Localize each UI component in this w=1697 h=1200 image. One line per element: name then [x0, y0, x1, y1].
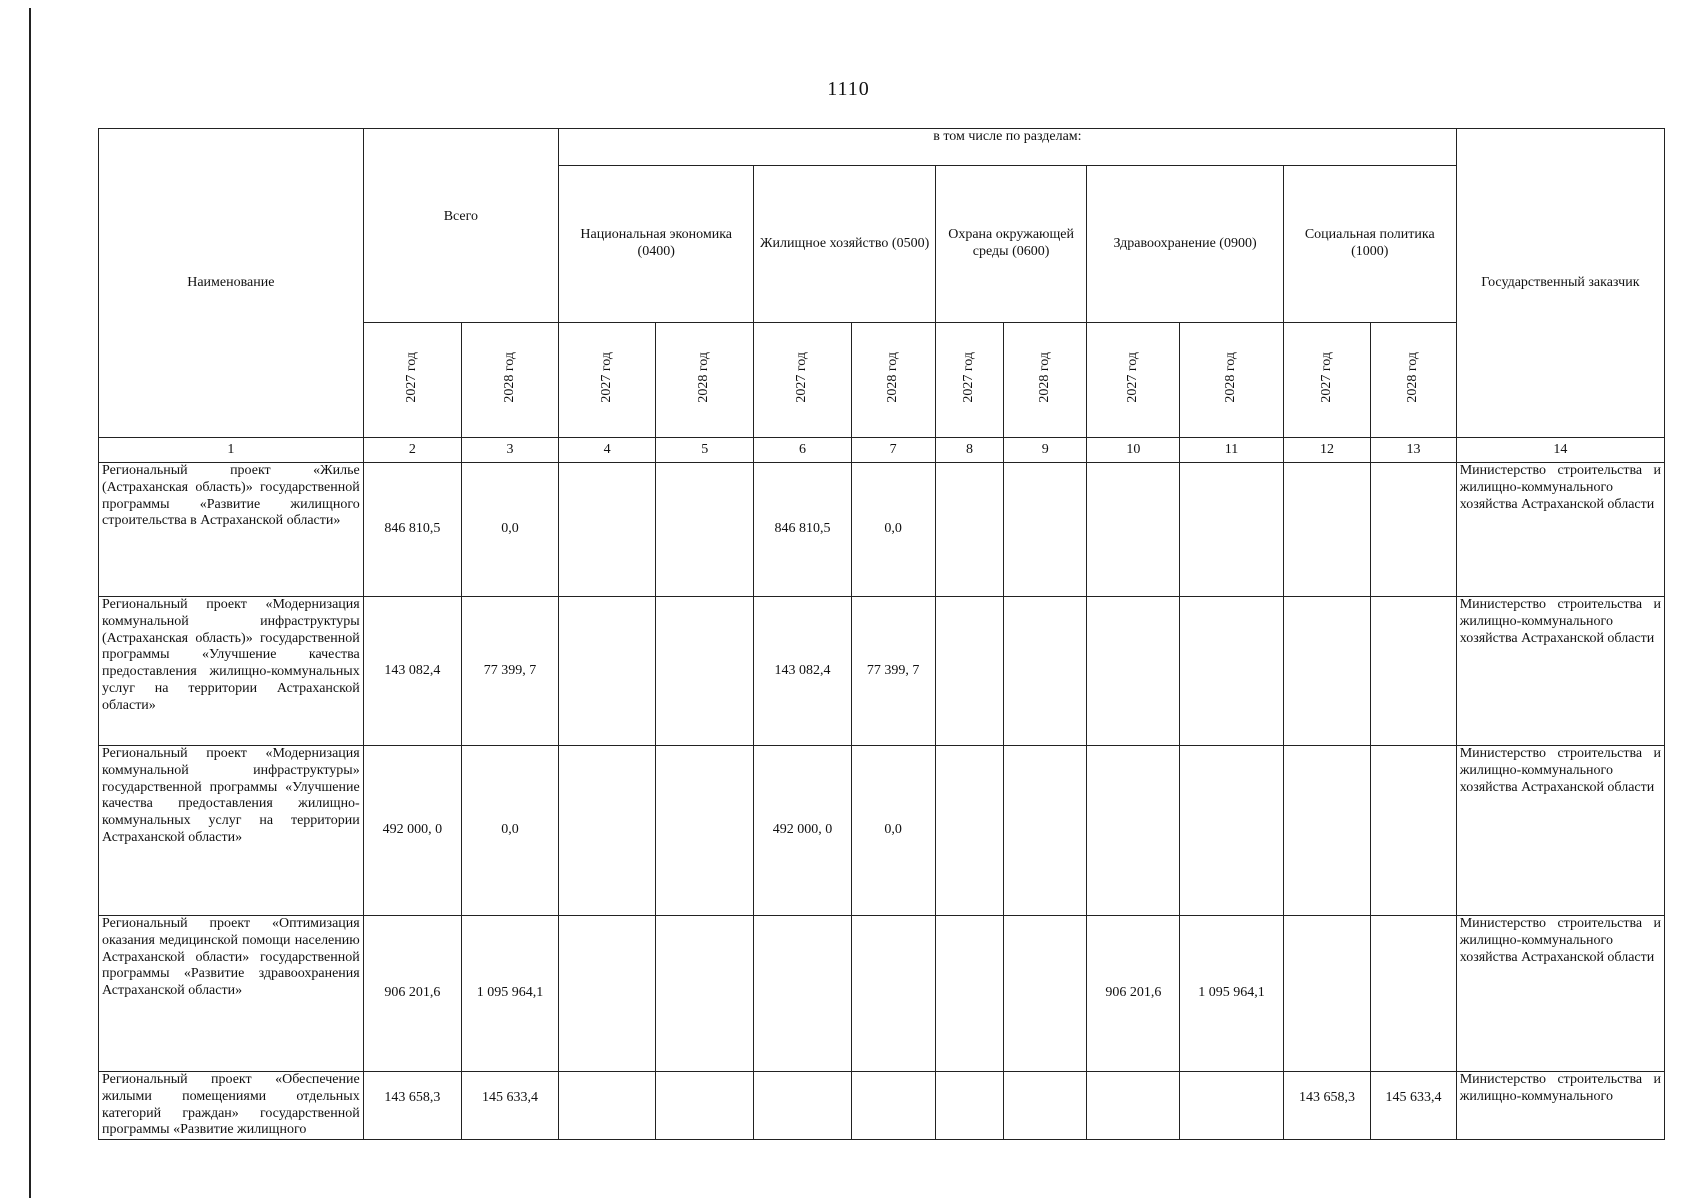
- health-2027: 906 201,6: [1087, 916, 1180, 1072]
- column-number: 11: [1180, 438, 1284, 463]
- economy-2028: [656, 463, 754, 597]
- total-2028: 0,0: [461, 746, 558, 916]
- state-customer: Министерство строительства и жилищно-коммунального хозяйства Астраханской области: [1456, 746, 1664, 916]
- year-header: 2028 год: [656, 323, 754, 438]
- housing-2027: 492 000, 0: [754, 746, 851, 916]
- column-number: 4: [559, 438, 656, 463]
- environment-2027: [935, 597, 1003, 746]
- economy-2027: [559, 916, 656, 1072]
- column-number: 13: [1371, 438, 1456, 463]
- housing-2027: 143 082,4: [754, 597, 851, 746]
- column-number: 9: [1004, 438, 1087, 463]
- table-header: [99, 129, 1665, 463]
- social-2027: 143 658,3: [1283, 1072, 1371, 1140]
- project-name: Региональный проект «Обеспечение жилыми помещениями отдельных категорий граждан» государственной программы «Развитие жилищного: [99, 1072, 364, 1140]
- state-customer: Министерство строительства и жилищно-коммунального хозяйства Астраханской области: [1456, 597, 1664, 746]
- health-2028: [1180, 463, 1284, 597]
- column-number: 10: [1087, 438, 1180, 463]
- year-header: 2028 год: [1180, 323, 1284, 438]
- total-2028: 1 095 964,1: [461, 916, 558, 1072]
- housing-2028: 0,0: [851, 463, 935, 597]
- table-row: [99, 1072, 1665, 1140]
- health-2028: [1180, 1072, 1284, 1140]
- column-number: 2: [363, 438, 461, 463]
- social-2027: [1283, 746, 1371, 916]
- health-2028: [1180, 746, 1284, 916]
- state-customer: Министерство строительства и жилищно-коммунального хозяйства Астраханской области: [1456, 916, 1664, 1072]
- economy-2028: [656, 1072, 754, 1140]
- binding-margin-line: [29, 8, 31, 1198]
- economy-2027: [559, 463, 656, 597]
- economy-2027: [559, 1072, 656, 1140]
- total-2028: 0,0: [461, 463, 558, 597]
- header-section-social: Социальная политика (1000): [1283, 166, 1456, 323]
- state-customer: Министерство строительства и жилищно-коммунального: [1456, 1072, 1664, 1140]
- economy-2028: [656, 597, 754, 746]
- column-number: 8: [935, 438, 1003, 463]
- total-2028: 145 633,4: [461, 1072, 558, 1140]
- year-header: 2027 год: [559, 323, 656, 438]
- project-name: Региональный проект «Модернизация коммунальной инфраструктуры (Астраханская область)» государственной программы «Улучшение качества предоставления жилищно-коммунальных услуг на территории Астраханской области»: [99, 597, 364, 746]
- column-numbers-row: [99, 438, 1665, 463]
- column-number: 1: [99, 438, 364, 463]
- health-2027: [1087, 1072, 1180, 1140]
- environment-2028: [1004, 1072, 1087, 1140]
- environment-2027: [935, 1072, 1003, 1140]
- social-2027: [1283, 597, 1371, 746]
- social-2028: [1371, 916, 1456, 1072]
- housing-2028: [851, 1072, 935, 1140]
- environment-2027: [935, 746, 1003, 916]
- table-body: [99, 463, 1665, 1140]
- year-header: 2028 год: [461, 323, 558, 438]
- social-2028: [1371, 746, 1456, 916]
- column-number: 3: [461, 438, 558, 463]
- environment-2028: [1004, 746, 1087, 916]
- economy-2028: [656, 746, 754, 916]
- housing-2027: [754, 1072, 851, 1140]
- housing-2027: 846 810,5: [754, 463, 851, 597]
- social-2028: [1371, 463, 1456, 597]
- column-number: 6: [754, 438, 851, 463]
- health-2027: [1087, 597, 1180, 746]
- column-number: 5: [656, 438, 754, 463]
- header-customer: Государственный заказчик: [1456, 129, 1664, 438]
- year-header: 2028 год: [851, 323, 935, 438]
- total-2027: 846 810,5: [363, 463, 461, 597]
- year-header: 2028 год: [1004, 323, 1087, 438]
- column-number: 7: [851, 438, 935, 463]
- social-2027: [1283, 463, 1371, 597]
- environment-2027: [935, 463, 1003, 597]
- social-2027: [1283, 916, 1371, 1072]
- project-name: Региональный проект «Модернизация коммунальной инфраструктуры» государственной программы «Улучшение качества предоставления жилищно-коммунальных услуг на территории Астраханской области»: [99, 746, 364, 916]
- year-header: 2027 год: [935, 323, 1003, 438]
- total-2027: 143 082,4: [363, 597, 461, 746]
- health-2028: [1180, 597, 1284, 746]
- housing-2028: [851, 916, 935, 1072]
- total-2027: 492 000, 0: [363, 746, 461, 916]
- page-number: 1110: [827, 78, 870, 100]
- header-section-environment: Охрана окружающей среды (0600): [935, 166, 1087, 323]
- health-2027: [1087, 463, 1180, 597]
- health-2027: [1087, 746, 1180, 916]
- year-header: 2027 год: [1283, 323, 1371, 438]
- total-2027: 143 658,3: [363, 1072, 461, 1140]
- project-name: Региональный проект «Жилье (Астраханская область)» государственной программы «Развитие жилищного строительства в Астраханской области»: [99, 463, 364, 597]
- table-row: [99, 463, 1665, 597]
- year-header: 2027 год: [363, 323, 461, 438]
- state-customer: Министерство строительства и жилищно-коммунального хозяйства Астраханской области: [1456, 463, 1664, 597]
- table-row: [99, 916, 1665, 1072]
- header-sections-caption: в том числе по разделам:: [559, 129, 1457, 166]
- header-section-housing: Жилищное хозяйство (0500): [754, 166, 935, 323]
- header-section-health: Здравоохранение (0900): [1087, 166, 1283, 323]
- header-section-economy: Национальная экономика (0400): [559, 166, 754, 323]
- environment-2028: [1004, 597, 1087, 746]
- total-2028: 77 399, 7: [461, 597, 558, 746]
- column-number: 12: [1283, 438, 1371, 463]
- table-row: [99, 597, 1665, 746]
- header-name: Наименование: [99, 129, 364, 438]
- budget-table: [98, 128, 1665, 1140]
- social-2028: 145 633,4: [1371, 1072, 1456, 1140]
- year-header: 2027 год: [1087, 323, 1180, 438]
- project-name: Региональный проект «Оптимизация оказания медицинской помощи населению Астраханской области» государственной программы «Развитие здравоохранения Астраханской области»: [99, 916, 364, 1072]
- environment-2027: [935, 916, 1003, 1072]
- housing-2027: [754, 916, 851, 1072]
- environment-2028: [1004, 916, 1087, 1072]
- header-total: Всего: [363, 129, 558, 323]
- year-header: 2027 год: [754, 323, 851, 438]
- year-header: 2028 год: [1371, 323, 1456, 438]
- social-2028: [1371, 597, 1456, 746]
- housing-2028: 0,0: [851, 746, 935, 916]
- economy-2028: [656, 916, 754, 1072]
- table-row: [99, 746, 1665, 916]
- economy-2027: [559, 746, 656, 916]
- environment-2028: [1004, 463, 1087, 597]
- total-2027: 906 201,6: [363, 916, 461, 1072]
- economy-2027: [559, 597, 656, 746]
- column-number: 14: [1456, 438, 1664, 463]
- housing-2028: 77 399, 7: [851, 597, 935, 746]
- health-2028: 1 095 964,1: [1180, 916, 1284, 1072]
